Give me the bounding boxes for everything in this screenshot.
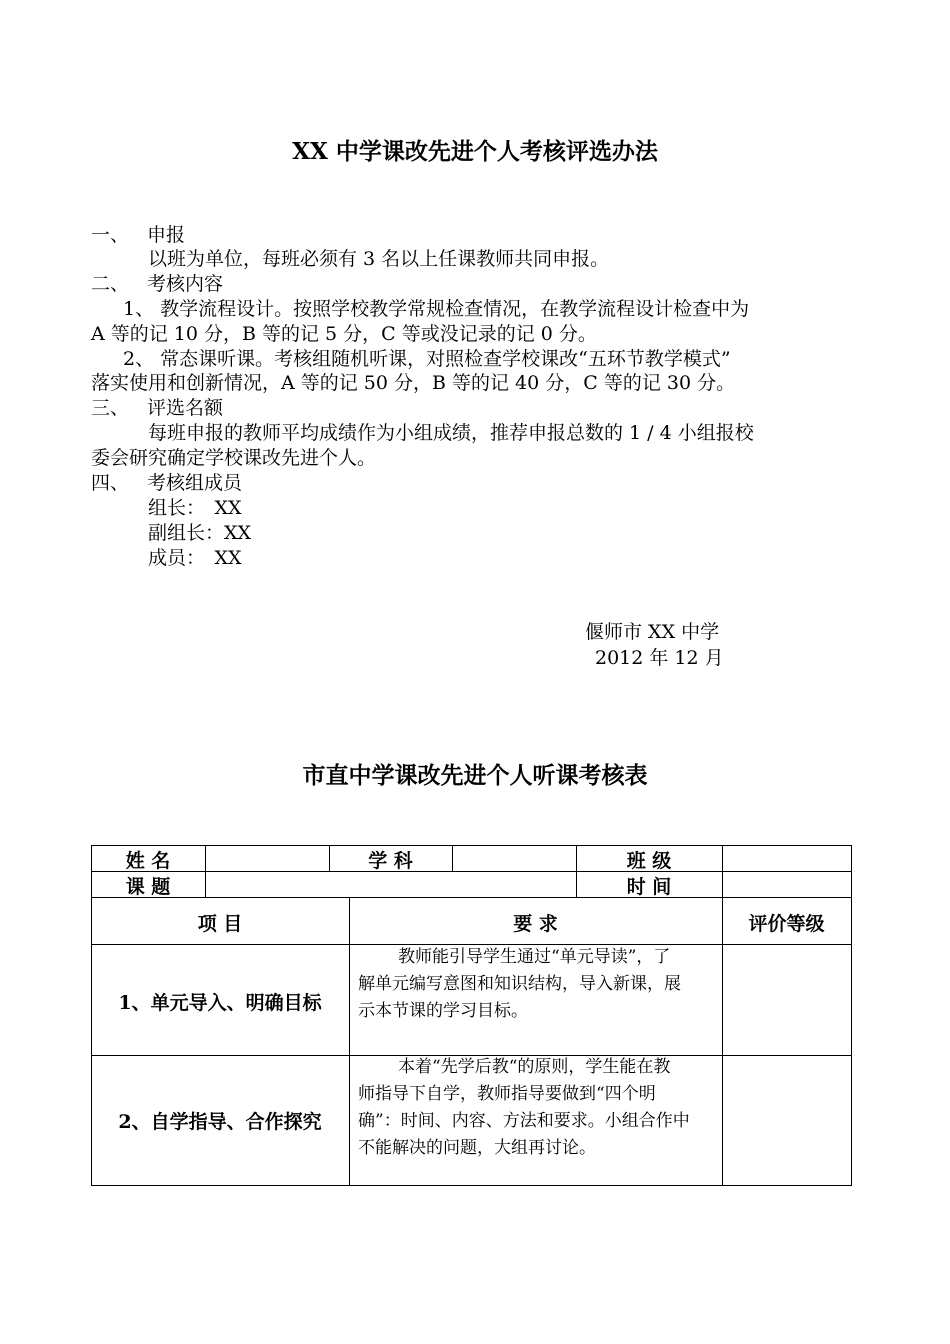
item-2-req-line-1: 本着“先学后教“的原则，学生能在教: [398, 1057, 671, 1077]
section-2-item-2-line-2: 落实使用和创新情况，A 等的记 50 分，B 等的记 40 分，C 等的记 30 分。: [91, 372, 736, 394]
header-grade: 评价等级: [748, 913, 825, 935]
section-4-number: 四、: [91, 472, 130, 494]
section-3-body-line-1: 每班申报的教师平均成绩作为小组成绩，推荐申报总数的 1 / 4 小组报校: [148, 422, 754, 444]
table-line-row2: [91, 897, 851, 898]
section-3-title: 评选名额: [147, 397, 224, 419]
group-leader: 组长： XX: [148, 497, 242, 519]
signature-date: 2012 年 12 月: [595, 647, 724, 669]
header-item: 项 目: [197, 913, 243, 935]
table-border-bottom: [91, 1185, 852, 1186]
section-2-title: 考核内容: [147, 273, 224, 295]
item-2-req-line-4: 不能解决的问题，大组再讨论。: [358, 1138, 596, 1158]
section-1-title: 申报: [147, 224, 186, 246]
item-1-label: 1、单元导入、明确目标: [118, 992, 322, 1014]
section-3-heading: [91, 396, 223, 421]
section-4-title: 考核组成员: [147, 472, 243, 494]
section-2-item-1-line-1: 1、 教学流程设计。按照学校教学常规检查情况，在教学流程设计检查中为: [123, 298, 750, 320]
section-2-item-1-line-2: A 等的记 10 分，B 等的记 5 分，C 等或没记录的记 0 分。: [91, 323, 597, 345]
table-col-name-value: [205, 845, 206, 897]
table-border-right: [851, 845, 852, 1186]
section-1-number: 一、: [91, 224, 130, 246]
form-title: 市直中学课改先进个人听课考核表: [302, 762, 648, 789]
item-2-req-line-3: 确”：时间、内容、方法和要求。小组合作中: [358, 1111, 690, 1131]
section-2-number: 二、: [91, 273, 130, 295]
header-requirement: 要 求: [513, 913, 558, 935]
assessment-table: [91, 845, 851, 1185]
label-subject: 学 科: [368, 850, 413, 872]
table-col-grade: [722, 845, 723, 1186]
group-members: 成员： XX: [148, 547, 242, 569]
table-col-requirement: [349, 897, 350, 1186]
item-1-req-line-3: 示本节课的学习目标。: [358, 1001, 528, 1021]
label-name: 姓 名: [125, 850, 171, 872]
section-1-body: 以班为单位，每班必须有 3 名以上任课教师共同申报。: [148, 248, 610, 270]
section-3-number: 三、: [91, 397, 130, 419]
signature-organization: 偃师市 XX 中学: [585, 621, 720, 643]
document-title: XX 中学课改先进个人考核评选办法: [292, 138, 658, 165]
section-4-heading: [91, 471, 242, 496]
label-class: 班 级: [626, 850, 672, 872]
item-1-req-line-1: 教师能引导学生通过“单元导读”，了: [398, 947, 671, 967]
section-2-item-2-line-1: 2、 常态课听课。考核组随机听课，对照检查学校课改“五环节教学模式”: [123, 348, 731, 370]
item-2-req-line-2: 师指导下自学，教师指导要做到“四个明: [358, 1084, 656, 1104]
section-1-heading: [91, 223, 185, 248]
section-3-body-line-2: 委会研究确定学校课改先进个人。: [91, 447, 377, 469]
table-col-subject-value: [452, 845, 453, 871]
item-2-label: 2、自学指导、合作探究: [118, 1111, 322, 1133]
section-2-heading: [91, 272, 223, 297]
label-topic: 课 题: [125, 876, 171, 898]
label-time: 时 间: [626, 876, 672, 898]
item-1-req-line-2: 解单元编写意图和知识结构，导入新课，展: [358, 974, 681, 994]
group-vice-leader: 副组长：XX: [148, 522, 252, 544]
